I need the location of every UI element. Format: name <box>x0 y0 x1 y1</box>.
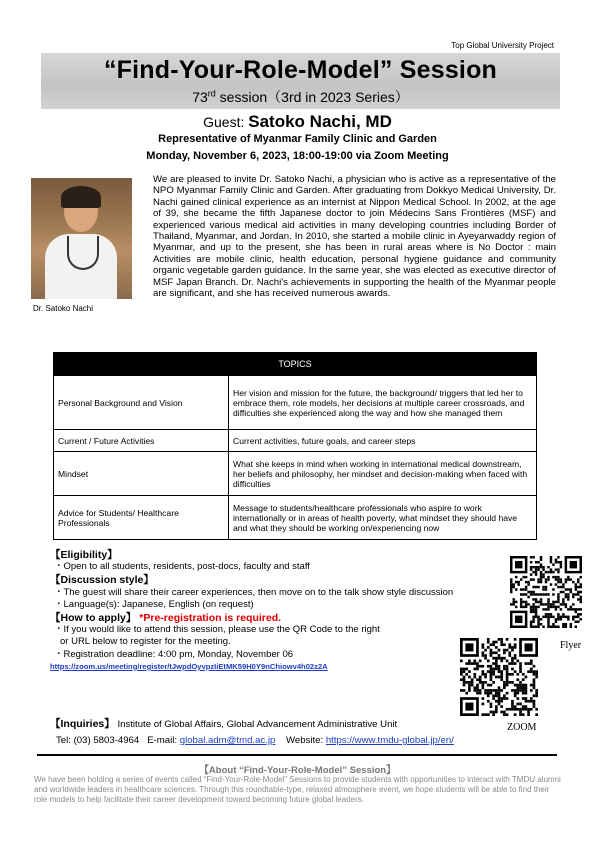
table-row: Mindset What she keeps in mind when working in international medical downstream, her beliefs and philosophy, her mindset and decision-making when faced with difficulties <box>54 452 537 496</box>
email-link[interactable]: global.adm@tmd.ac.jp <box>179 735 276 746</box>
guest-name: Satoko Nachi, MD <box>248 112 392 131</box>
topics-header: TOPICS <box>54 353 537 376</box>
guest-photo <box>31 178 132 299</box>
session-number: 73rd session（3rd in 2023 Series） <box>192 88 409 105</box>
photo-caption: Dr. Satoko Nachi <box>33 304 94 313</box>
inquiries-tel: Tel: (03) 5803-4964 <box>56 735 140 746</box>
apply-heading: 【How to apply】 *Pre-registration is required. <box>50 612 282 625</box>
guest-role: Representative of Myanmar Family Clinic and Garden <box>158 133 437 145</box>
event-details <box>50 548 460 673</box>
website-link[interactable]: https://www.tmdu-global.jp/en/ <box>325 735 454 746</box>
about-heading: 【About “Find-Your-Role-Model” Session】 <box>199 765 396 776</box>
list-item: ・If you would like to attend this session, please use the QR Code to the right or URL below to register for the meeting. <box>54 624 380 648</box>
list-item: ・The guest will share their career experiences, then move on to the talk show style discussion <box>54 586 454 598</box>
event-datetime: Monday, November 6, 2023, 18:00-19:00 via Zoom Meeting <box>146 150 449 162</box>
flyer-qr-label: Flyer <box>560 640 582 651</box>
inquiries-heading: 【Inquiries】 <box>50 718 115 730</box>
about-text: We have been holding a series of events called “Find-Your-Role-Model” Sessions to provide students with opportunities to interact with TMDU alumni and worldwide leaders in healthcare sciences. Through this roundtable-type, relaxed atmosphere event, we hope students will be able to find their role models to help facilitate their career development toward becoming future global leaders. <box>34 775 561 805</box>
eligibility-heading: 【Eligibility】 <box>50 549 118 561</box>
table-row: Current / Future Activities Current activities, future goals, and career steps <box>54 430 537 452</box>
project-label: Top Global University Project <box>451 41 554 50</box>
discussion-heading: 【Discussion style】 <box>50 574 154 587</box>
inquiries-org: Institute of Global Affairs, Global Advancement Administrative Unit <box>117 719 398 730</box>
page-title: “Find-Your-Role-Model” Session <box>103 56 498 84</box>
guest-introduction: We are pleased to invite Dr. Satoko Nachi, a physician who is active as a representative of the NPO Myanmar Family Clinic and Garden. After graduating from Dokkyo Medical University, Dr. Nachi gained clinical experience as an internist at Nippon Medical School. In 2002, at the age of 39, she became the fifth Japanese doctor to join Médecins Sans Frontières (MSF) and experienced various medical aid activities in many developing countries including Border of Thailand, Myanmar, and Jordan. In 2010, she started a mobile clinic in Ayeyarwaddy region of Myanmar, and up to the present, she has been in rural areas where is No Doctor : main Activities are mobile clinic, health education, personal hygiene guidance and community organic vegetable garden guidance. In the same year, she was elected as executive director of MSF Japan Branch. Dr. Nachi's achievements in supporting the health of the Myanmar people are significant, and she has received numerous awards. <box>153 174 556 300</box>
title-banner <box>41 53 560 109</box>
preregistration-required: *Pre-registration is required. <box>139 612 282 625</box>
table-row: Personal Background and Vision Her vision and mission for the future, the background/ triggers that led her to embrace them, role models, her decisions at multiple career crossroads, and difficulties she experienced along the way and how she managed them <box>54 376 537 430</box>
topics-table <box>53 352 537 540</box>
zoom-qr-code[interactable] <box>460 638 538 716</box>
zoom-qr-label: ZOOM <box>507 722 537 733</box>
guest-line: Guest: Satoko Nachi, MD <box>203 112 392 131</box>
registration-link[interactable]: https://zoom.us/meeting/register/tJwpdOyvpzIiEtMK59H0Y9nChiowv4h02z2A <box>50 661 328 671</box>
flyer-qr-code[interactable] <box>510 556 582 628</box>
inquiries-section: 【Inquiries】 Institute of Global Affairs, Global Advancement Administrative Unit Tel: (03) 5803-4964 E-mail: global.adm@tmd.ac.jp Website: https://www.tmdu-global.jp/en/ <box>50 718 454 746</box>
list-item: ・Registration deadline: 4:00 pm, Monday, November 06 <box>54 648 294 660</box>
divider <box>37 754 557 756</box>
table-row: Advice for Students/ Healthcare Professionals Message to students/healthcare professionals who aspire to work internationally or in areas of health poverty, what mindset they should have and what they should be working on/experiencing now <box>54 496 537 540</box>
list-item: ・Language(s): Japanese, English (on request) <box>54 598 254 610</box>
list-item: ・Open to all students, residents, post-docs, faculty and staff <box>54 561 310 573</box>
